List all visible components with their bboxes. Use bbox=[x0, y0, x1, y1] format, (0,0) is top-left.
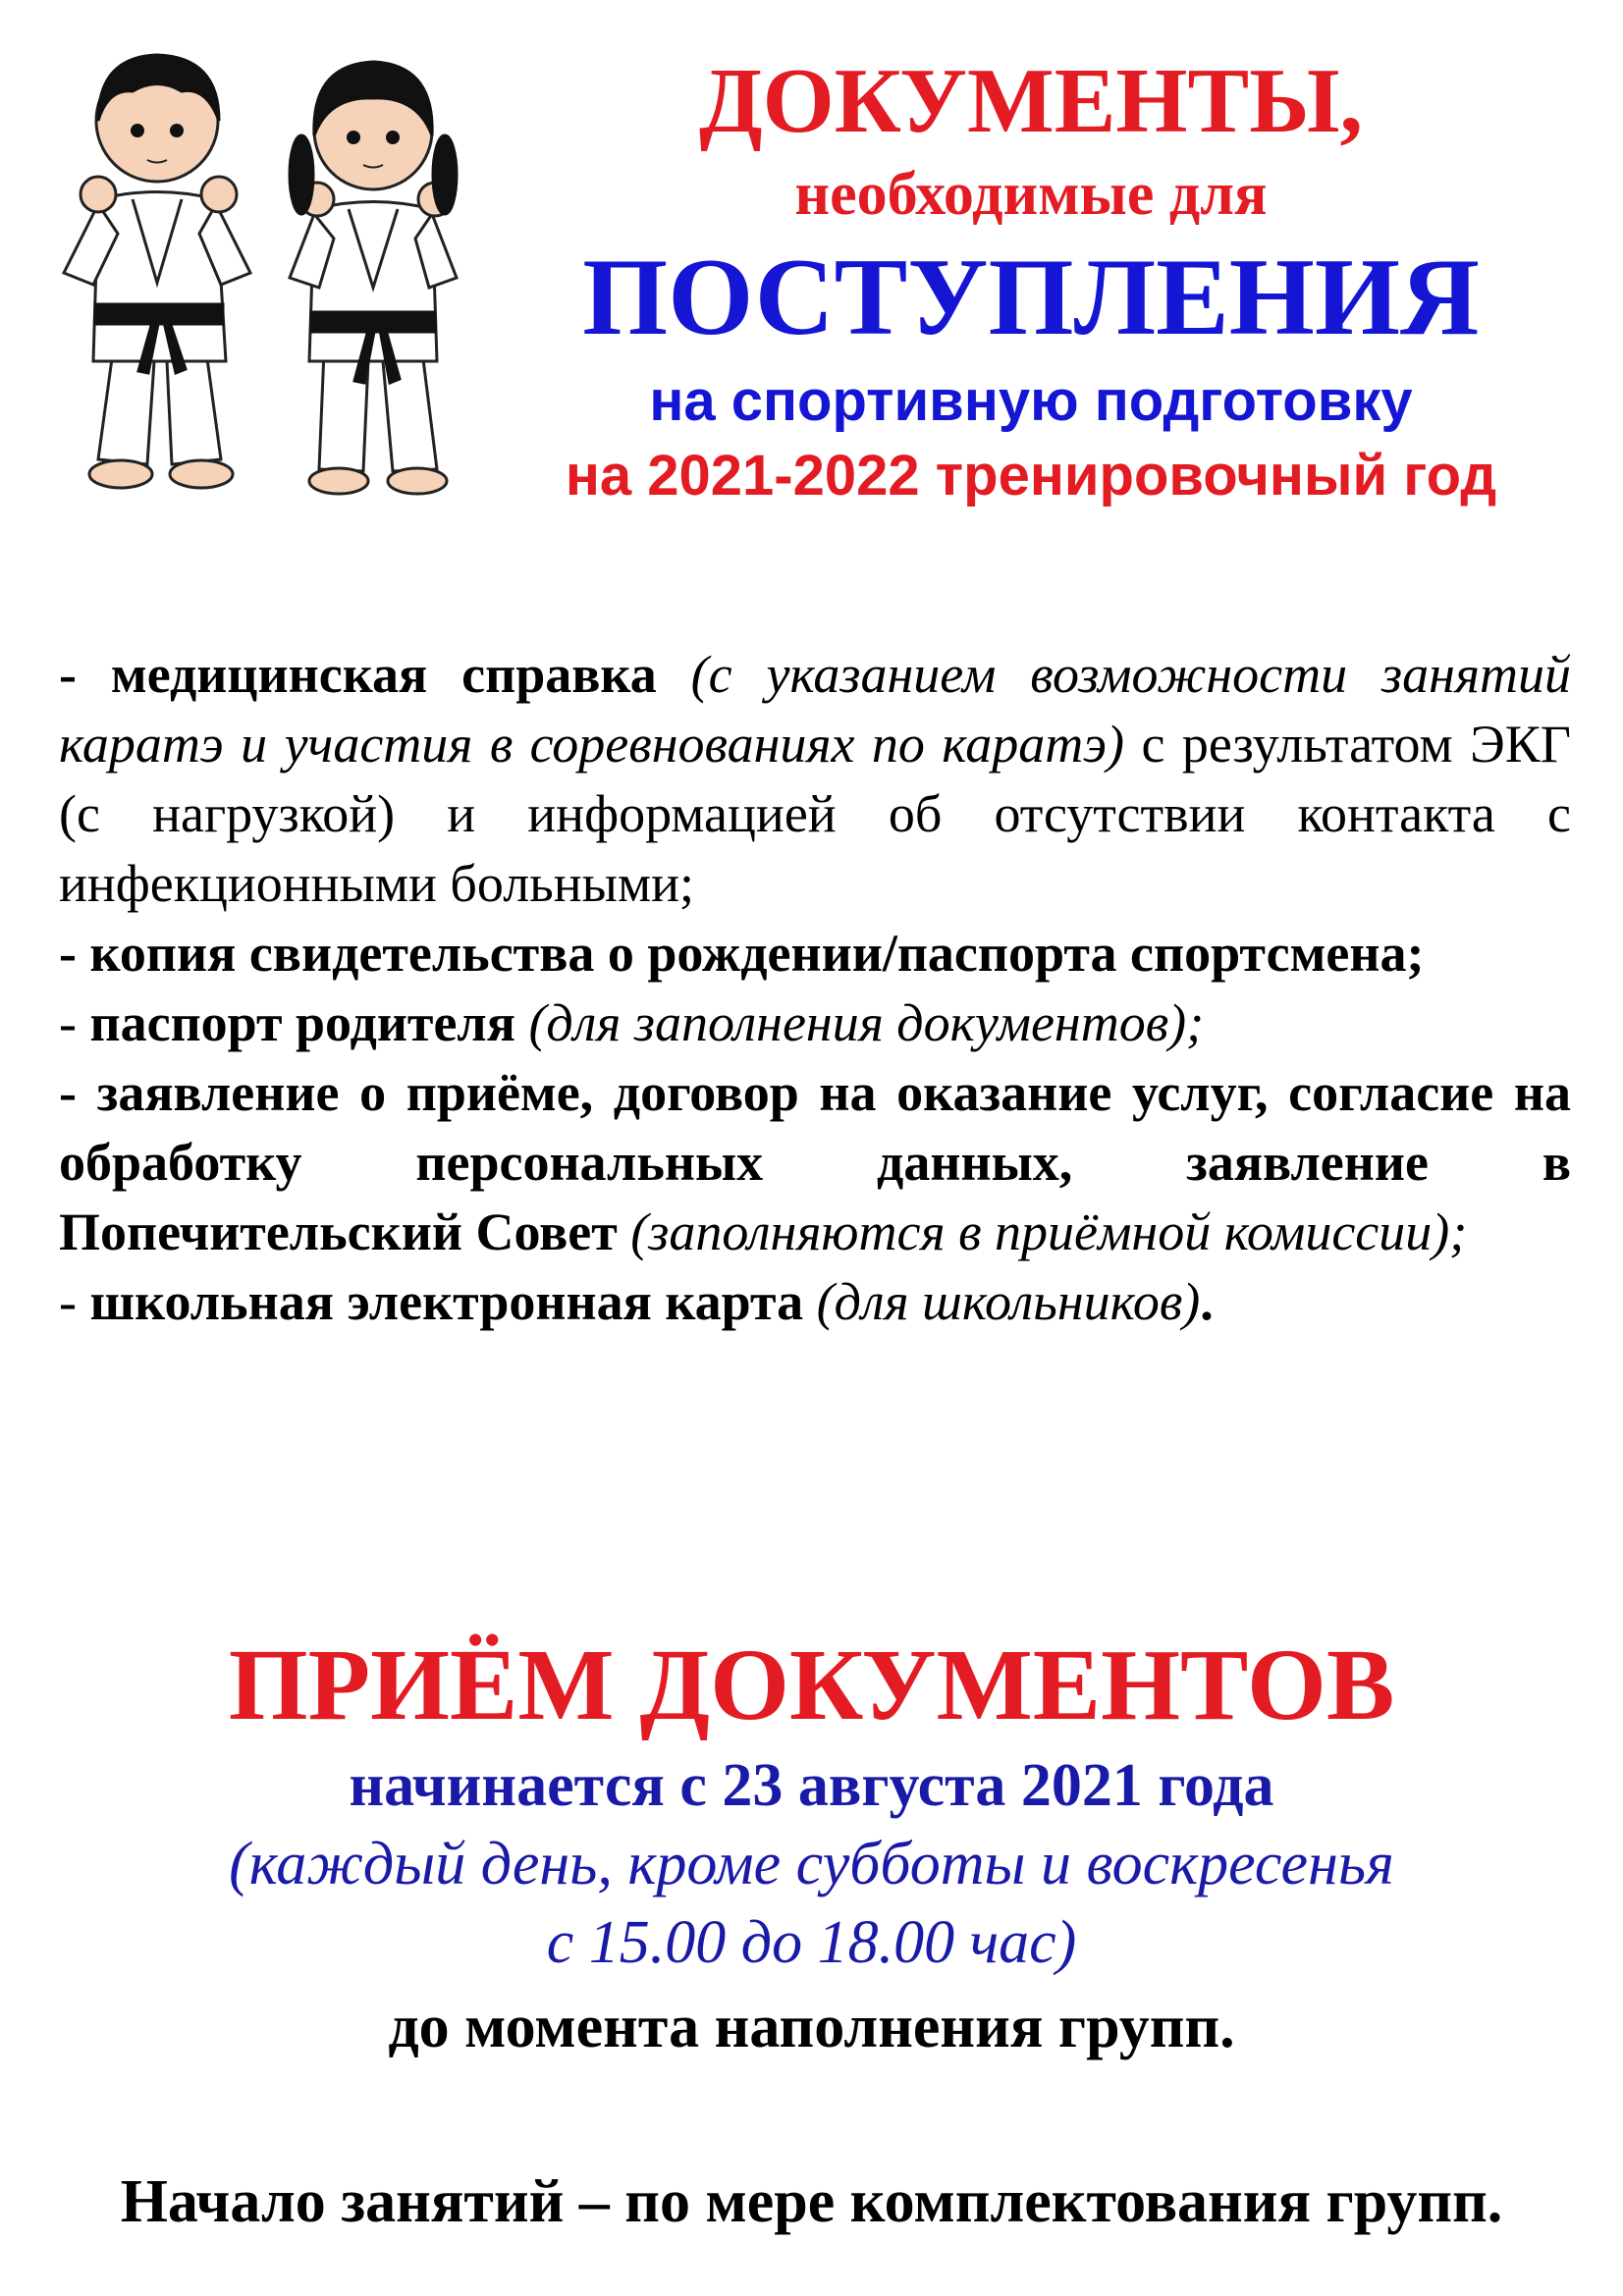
footer-schedule-days: (каждый день, кроме субботы и воскресенья bbox=[229, 1831, 1394, 1897]
girl-figure bbox=[290, 62, 457, 494]
header bbox=[461, 47, 1600, 510]
title-documents: ДОКУМЕНТЫ, bbox=[698, 50, 1364, 152]
subtitle-required: необходимые для bbox=[794, 161, 1268, 228]
item-dash: - bbox=[59, 993, 90, 1052]
documents-list bbox=[59, 640, 1571, 1337]
item-note: (заполняются в приёмной комиссии); bbox=[630, 1202, 1468, 1261]
list-item bbox=[59, 640, 1571, 919]
footer-schedule-hours: с 15.00 до 18.00 час) bbox=[546, 1909, 1077, 1976]
item-bold: - копия свидетельства о рождении/паспорта спортсмена; bbox=[59, 924, 1425, 983]
footer-classes-start: Начало занятий – по мере комплектования групп. bbox=[120, 2168, 1503, 2235]
boy-figure bbox=[64, 55, 250, 488]
footer-start-date: начинается с 23 августа 2021 года bbox=[349, 1752, 1274, 1819]
item-note: (для школьников) bbox=[816, 1272, 1201, 1331]
list-item bbox=[59, 1058, 1571, 1267]
karate-kids-illustration bbox=[44, 27, 486, 508]
item-text: с результатом ЭКГ (с нагрузкой) и информацией об отсутствии контакта с инфекционными больными; bbox=[59, 715, 1571, 913]
item-note: (для заполнения документов); bbox=[528, 993, 1205, 1052]
item-note: (с указанием возможности занятий каратэ и участия в соревнованиях по каратэ) bbox=[59, 645, 1571, 774]
item-bold: - заявление о приёме, договор на оказание услуг, согласие на обработку персональных данных, заявление в Попечительский Совет bbox=[59, 1063, 1571, 1261]
subtitle-year: на 2021-2022 тренировочный год bbox=[565, 444, 1497, 507]
list-item bbox=[59, 1267, 1571, 1337]
subtitle-sport: на спортивную подготовку bbox=[649, 369, 1413, 433]
item-bold: паспорт родителя bbox=[89, 993, 515, 1052]
item-end: . bbox=[1200, 1272, 1214, 1331]
item-bold: - медицинская справка bbox=[59, 645, 657, 704]
item-bold: школьная электронная карта bbox=[89, 1272, 804, 1331]
footer-title: ПРИЁМ ДОКУМЕНТОВ bbox=[228, 1629, 1395, 1741]
footer bbox=[0, 1625, 1623, 2241]
list-item bbox=[59, 988, 1571, 1058]
footer-until: до момента наполнения групп. bbox=[388, 1994, 1235, 2060]
list-item bbox=[59, 919, 1571, 988]
item-dash: - bbox=[59, 1272, 90, 1331]
title-admission: ПОСТУПЛЕНИЯ bbox=[582, 237, 1480, 358]
